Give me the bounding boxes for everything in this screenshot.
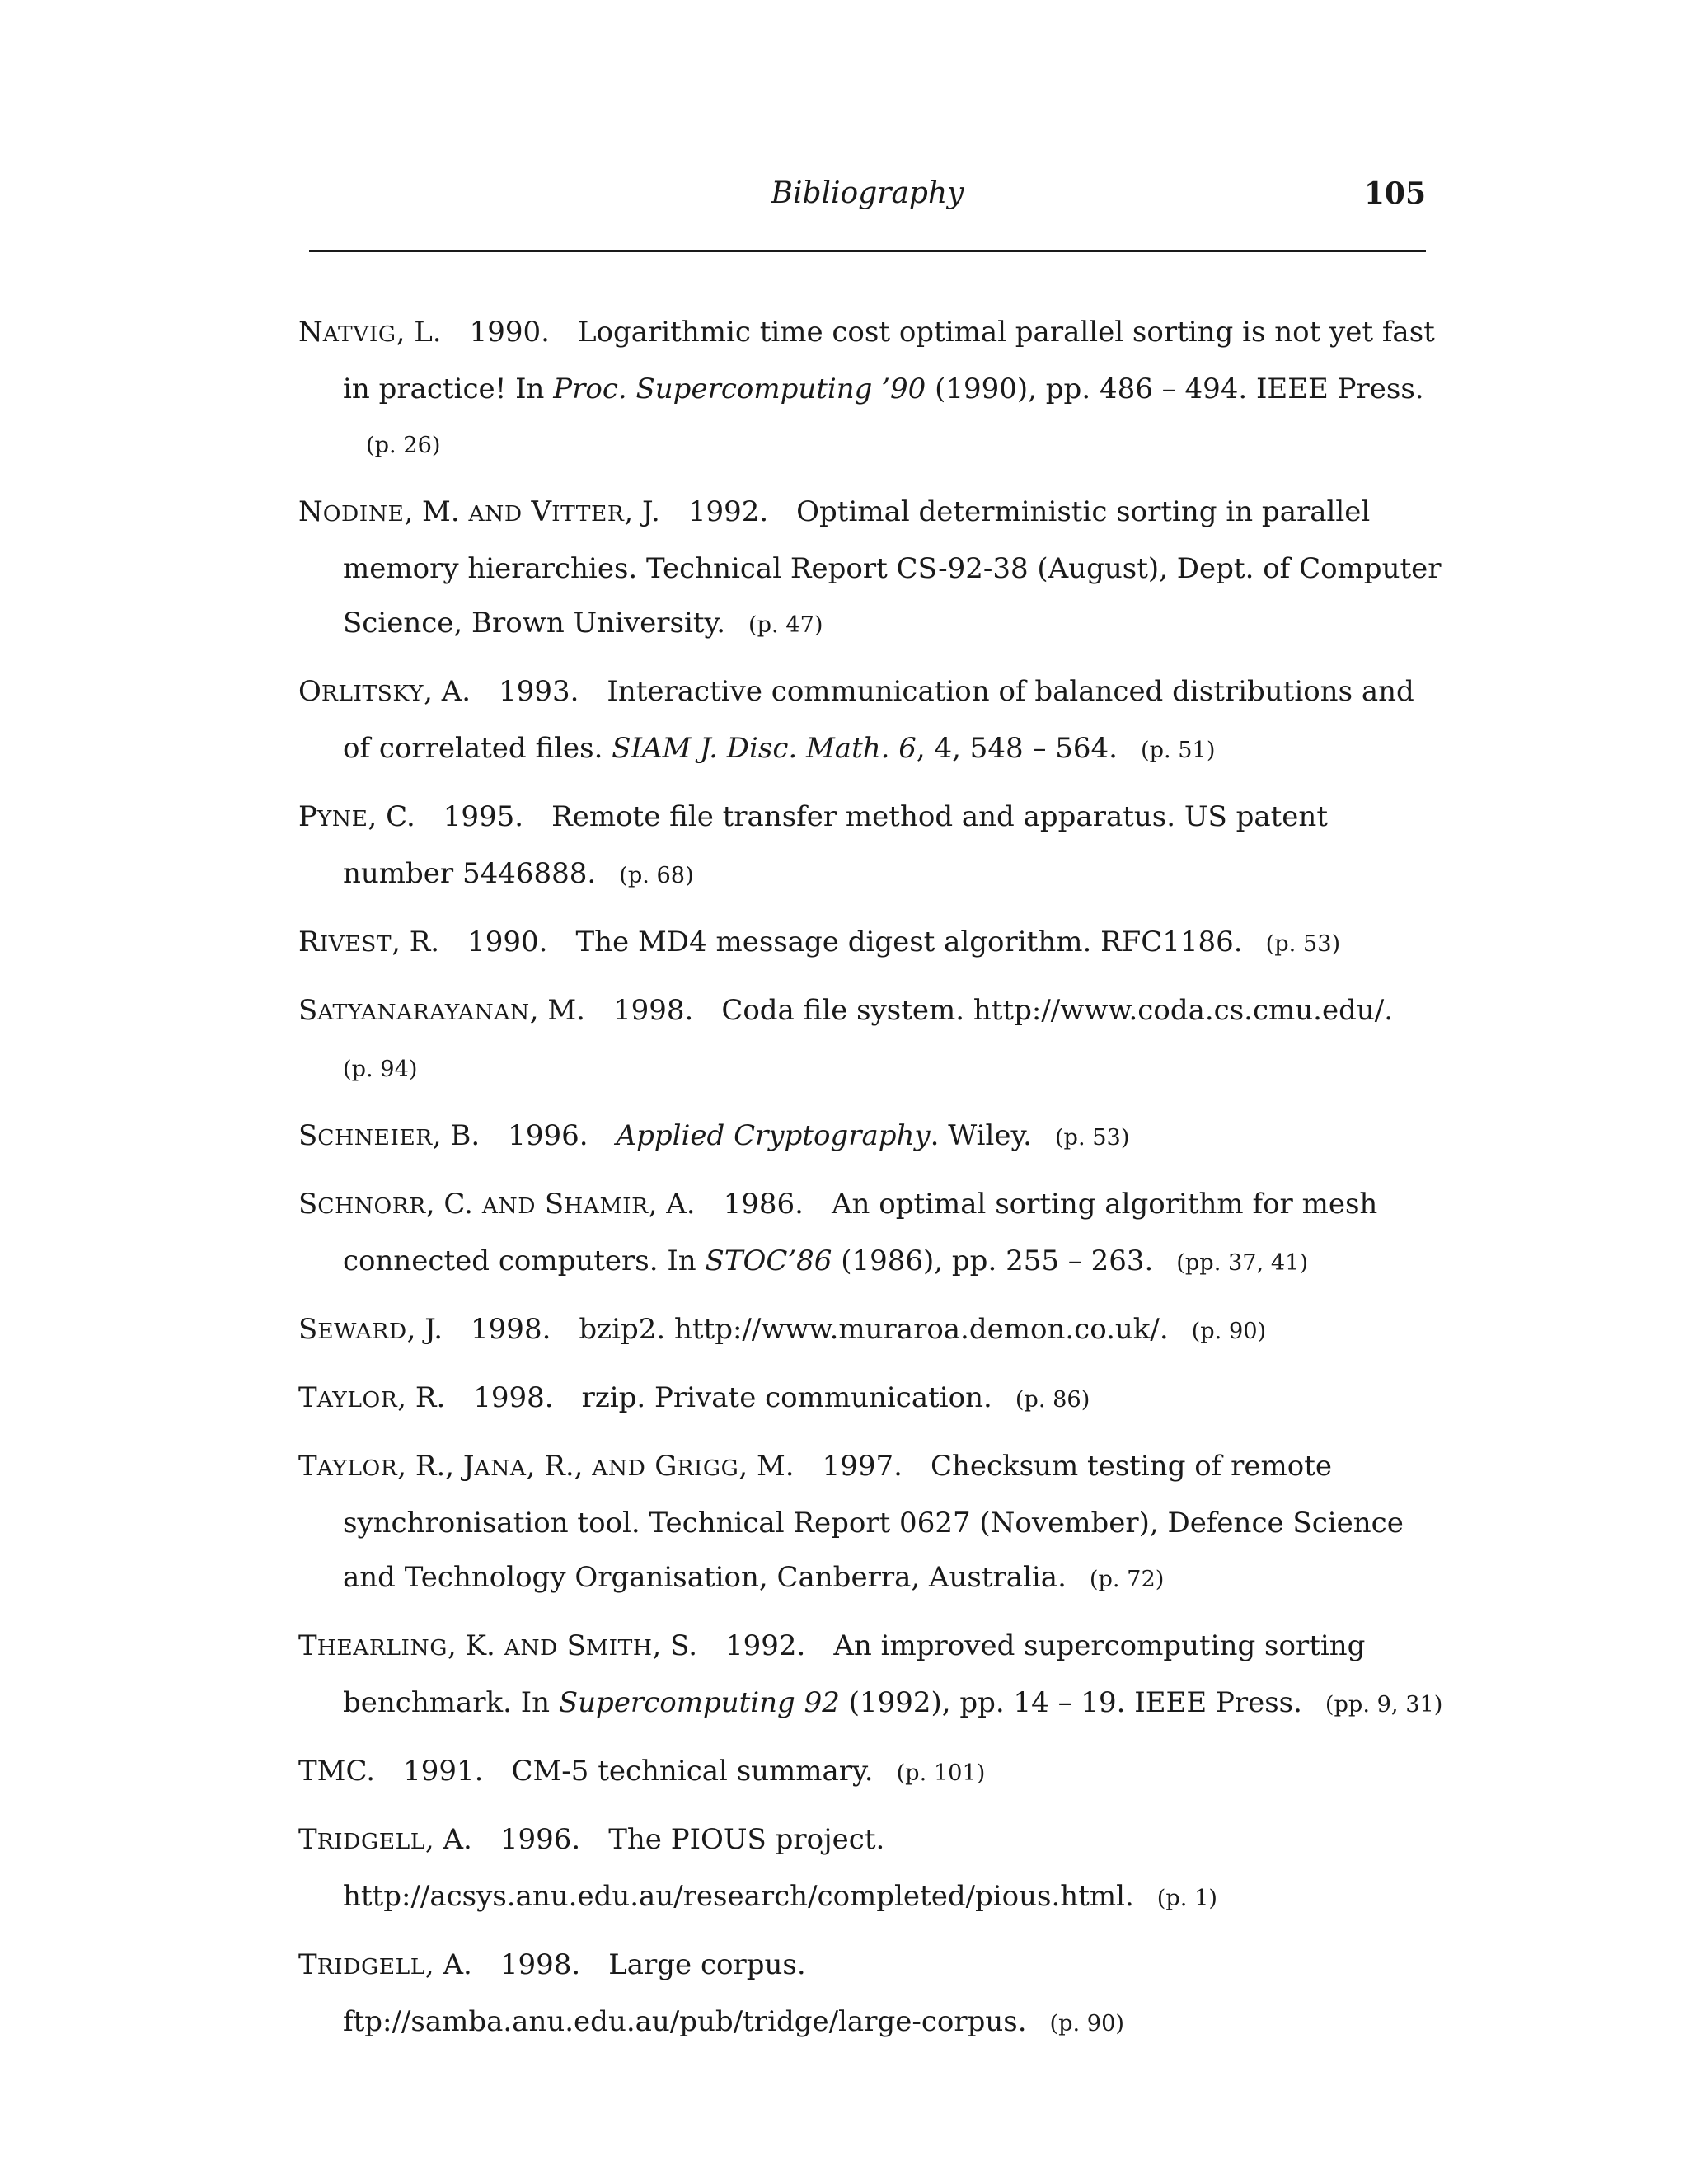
bib-entry bbox=[298, 983, 1444, 1097]
publication-details: . Wiley. bbox=[930, 1119, 1032, 1152]
year: 1990. bbox=[467, 926, 548, 958]
author-name: TRIDGELL, A. bbox=[298, 1948, 472, 1981]
venue: STOC’86 bbox=[705, 1244, 832, 1277]
author-name: TRIDGELL, A. bbox=[298, 1823, 472, 1856]
year: 1991. bbox=[403, 1755, 484, 1788]
page-number: 105 bbox=[1363, 176, 1426, 211]
publication-details: Private communication. bbox=[654, 1381, 992, 1414]
bibliography-list bbox=[298, 305, 1444, 2063]
year: 1992. bbox=[725, 1629, 806, 1662]
year: 1998. bbox=[473, 1381, 554, 1414]
bib-entry: SCHNORR, C. AND SHAMIR, A. 1986. An optimal sorting algorithm for mesh connected computers. In STOC’86 (1986), pp. 255 – 263. (pp. 37, 41) bbox=[298, 1188, 1378, 1277]
bib-entry bbox=[298, 1302, 1444, 1359]
bib-entry bbox=[298, 664, 1444, 778]
bib-entry bbox=[298, 915, 1444, 972]
back-reference: (p. 68) bbox=[619, 863, 694, 888]
venue: SIAM J. Disc. Math. 6 bbox=[612, 732, 917, 765]
back-reference: (p. 90) bbox=[1191, 1319, 1267, 1344]
author-name: VITTER, J. bbox=[531, 495, 660, 528]
author-name: ORLITSKY, A. bbox=[298, 675, 471, 708]
author-name: SMITH, S. bbox=[566, 1629, 698, 1662]
header-rule bbox=[309, 250, 1426, 252]
author-name: SATYANARAYANAN, M. bbox=[298, 994, 585, 1027]
back-reference: (p. 47) bbox=[748, 612, 823, 638]
bib-entry: NATVIG, L. 1990. Logarithmic time cost optimal parallel sorting is not yet fast in practice! In Proc. Supercomputing ’90 (1990), pp. 486 – 494. IEEE Press.(p. 26) bbox=[298, 316, 1435, 458]
year: 1998. bbox=[612, 994, 694, 1027]
author-name: PYNE, C. bbox=[298, 800, 415, 833]
author-name: NATVIG, L. bbox=[298, 316, 442, 349]
entry-title: rzip. bbox=[581, 1381, 646, 1414]
year: 1998. bbox=[471, 1313, 551, 1346]
publication-details: (1990), pp. 486 – 494. IEEE Press. bbox=[935, 373, 1424, 405]
back-reference: (p. 26) bbox=[366, 433, 441, 458]
bib-entry: TAYLOR, R., JANA, R., AND GRIGG, M. 1997. Checksum testing of remote synchronisation tool. Technical Report 0627 (November), Defence Science and Technology Organisation, Canberra, Australia. (p. 72) bbox=[298, 1450, 1404, 1594]
back-reference: (p. 86) bbox=[1015, 1387, 1090, 1413]
back-reference: (p. 94) bbox=[343, 1057, 418, 1082]
bib-entry: THEARLING, K. AND SMITH, S. 1992. An improved supercomputing sorting benchmark. In Supercomputing 92 (1992), pp. 14 – 19. IEEE Press. (pp. 9, 31) bbox=[298, 1629, 1443, 1719]
author-name: TAYLOR, R., bbox=[298, 1450, 463, 1483]
publication-details: (1992), pp. 14 – 19. IEEE Press. bbox=[848, 1686, 1302, 1719]
year: 1995. bbox=[443, 800, 524, 833]
entry-title: CM-5 technical summary. bbox=[511, 1755, 874, 1788]
author-name: RIVEST, R. bbox=[298, 926, 440, 958]
running-head bbox=[309, 169, 1426, 218]
publication-details: http://www.coda.cs.cmu.edu/. bbox=[973, 994, 1393, 1027]
entry-title: Logarithmic time cost optimal parallel sorting is not yet fast in practice! bbox=[343, 316, 1435, 405]
publication-details: ftp://samba.anu.edu.au/pub/tridge/large-corpus. bbox=[343, 2005, 1027, 2038]
author-name: SEWARD, J. bbox=[298, 1313, 443, 1346]
back-reference: (p. 1) bbox=[1156, 1886, 1217, 1911]
year: 1986. bbox=[723, 1188, 804, 1221]
running-title: Bibliography bbox=[771, 176, 964, 210]
back-reference: (p. 72) bbox=[1089, 1567, 1165, 1592]
publication-details: http://acsys.anu.edu.au/research/completed/pious.html. bbox=[343, 1880, 1134, 1913]
bib-entry: NODINE, M. AND VITTER, J. 1992. Optimal deterministic sorting in parallel memory hierarchies. Technical Report CS-92-38 (August), Dept. of Computer Science, Brown University. (p. 47) bbox=[298, 495, 1442, 640]
year: 1990. bbox=[469, 316, 550, 349]
publication-details: Technical Report 0627 (November), Defence Science and Technology Organisation, Canberra, Australia. bbox=[343, 1507, 1404, 1594]
back-reference: (p. 53) bbox=[1265, 931, 1341, 957]
entry-title: Interactive communication of balanced distributions and of correlated files. bbox=[343, 675, 1414, 765]
author-name: SHAMIR, A. bbox=[544, 1188, 696, 1221]
entry-title: Checksum testing of remote synchronisation tool. bbox=[343, 1450, 1333, 1540]
entry-title: Coda file system. bbox=[721, 994, 965, 1027]
back-reference: (p. 90) bbox=[1049, 2011, 1124, 2036]
year: 1997. bbox=[822, 1450, 903, 1483]
bib-entry bbox=[298, 1938, 1444, 2051]
publication-details: (1986), pp. 255 – 263. bbox=[841, 1244, 1154, 1277]
back-reference: (p. 53) bbox=[1054, 1125, 1130, 1151]
entry-title: The MD4 message digest algorithm. bbox=[575, 926, 1092, 958]
venue: Proc. Supercomputing ’90 bbox=[553, 373, 926, 405]
year: 1993. bbox=[499, 675, 579, 708]
publication-details: RFC1186. bbox=[1100, 926, 1243, 958]
bib-entry bbox=[298, 1108, 1444, 1165]
publication-details: Technical Report CS-92-38 (August), Dept. of Computer Science, Brown University. bbox=[343, 552, 1442, 640]
publication-details: http://www.muraroa.demon.co.uk/. bbox=[673, 1313, 1169, 1346]
year: 1996. bbox=[508, 1119, 588, 1152]
venue: Supercomputing 92 bbox=[558, 1686, 840, 1719]
bib-entry bbox=[298, 790, 1444, 903]
bib-entry bbox=[298, 1744, 1444, 1801]
author-name: SCHNORR, C. bbox=[298, 1188, 473, 1221]
entry-title: An improved supercomputing sorting benchmark. bbox=[343, 1629, 1366, 1719]
back-reference: (pp. 37, 41) bbox=[1176, 1250, 1309, 1276]
author-name: TAYLOR, R. bbox=[298, 1381, 446, 1414]
year: 1998. bbox=[499, 1948, 581, 1981]
year: 1996. bbox=[499, 1823, 581, 1856]
author-name: SCHNEIER, B. bbox=[298, 1119, 481, 1152]
author-name: NODINE, M. bbox=[298, 495, 460, 528]
publication-details: , 4, 548 – 564. bbox=[916, 732, 1118, 765]
bib-entry bbox=[298, 1812, 1444, 1926]
author-name: JANA, R., bbox=[462, 1450, 593, 1483]
entry-title: Optimal deterministic sorting in parallel memory hierarchies. bbox=[343, 495, 1371, 585]
publication-details: US patent number 5446888. bbox=[343, 800, 1328, 890]
entry-title: Large corpus. bbox=[608, 1948, 806, 1981]
back-reference: (p. 51) bbox=[1140, 738, 1216, 763]
author-name: THEARLING, K. bbox=[298, 1629, 495, 1662]
author-name: TMC. bbox=[298, 1755, 376, 1788]
entry-title: Remote file transfer method and apparatus. bbox=[551, 800, 1176, 833]
entry-title: An optimal sorting algorithm for mesh connected computers. bbox=[343, 1188, 1378, 1277]
venue: Applied Cryptography bbox=[616, 1119, 931, 1152]
back-reference: (pp. 9, 31) bbox=[1325, 1692, 1443, 1718]
year: 1992. bbox=[687, 495, 769, 528]
entry-title: The PIOUS project. bbox=[608, 1823, 885, 1856]
entry-title: bzip2. bbox=[579, 1313, 666, 1346]
bib-entry bbox=[298, 1371, 1444, 1427]
back-reference: (p. 101) bbox=[896, 1760, 986, 1786]
author-name: GRIGG, M. bbox=[654, 1450, 795, 1483]
